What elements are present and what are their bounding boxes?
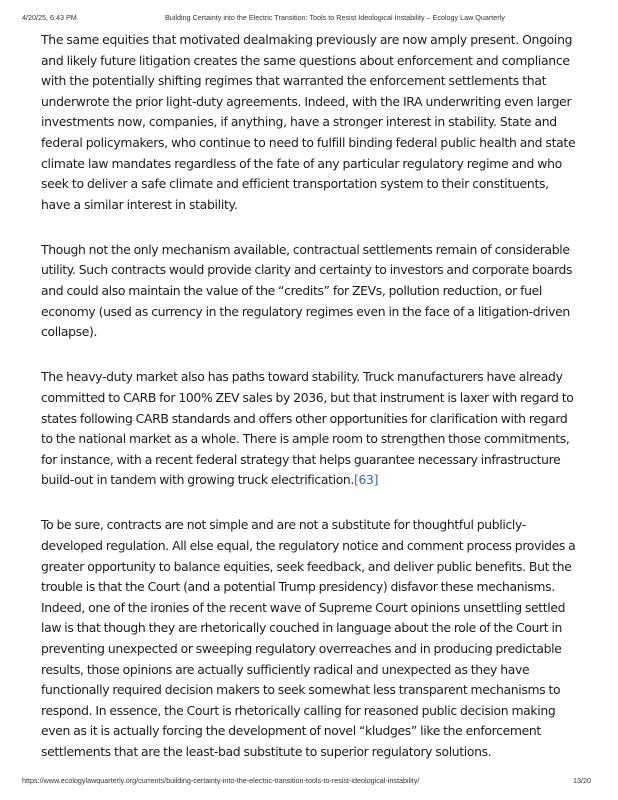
print-timestamp: 4/20/25, 6:43 PM: [22, 13, 77, 22]
page-url: https://www.ecologylawquarterly.org/currents/building-certainty-into-the-electric-transition-tools-to-resist-ideological-instability/: [22, 776, 420, 785]
print-header: [0, 13, 618, 25]
article-paragraph: [41, 367, 581, 491]
print-footer: [0, 776, 618, 788]
print-document-title: Building Certainty into the Electric Transition: Tools to Resist Ideological Instability – Ecology Law Quarterly: [165, 13, 505, 22]
paragraph-text: The same equities that motivated dealmaking previously are now amply present. Ongoing and likely future litigation creates the same questions about enforcement and compliance with the potentially shifting regimes that warranted the enforcement settlements that underwrote the prior light-duty agreements. Indeed, with the IRA underwriting even larger investments now, companies, if anything, have a stronger interest in stability. State and federal policymakers, who continue to need to fulfill binding federal public health and state climate law mandates regardless of the fate of any particular regulatory regime and who seek to deliver a safe climate and efficient transportation system to their constituents, have a similar interest in stability.: [41, 32, 576, 212]
article-paragraph: [41, 515, 581, 762]
paragraph-text: Though not the only mechanism available, contractual settlements remain of considerable utility. Such contracts would provide clarity and certainty to investors and corporate boards and could also maintain the value of the “credits” for ZEVs, pollution reduction, or fuel economy (used as currency in the regulatory regimes even in the face of a litigation-driven collapse).: [41, 241, 573, 340]
article-body: [41, 30, 581, 763]
article-paragraph: [41, 30, 581, 215]
footnote-link-63[interactable]: [63]: [354, 472, 379, 488]
article-paragraph: [41, 240, 581, 343]
paragraph-text: To be sure, contracts are not simple and are not a substitute for thoughtful publicly-developed regulation. All else equal, the regulatory notice and comment process provides a greater opportunity to balance equities, seek feedback, and deliver public benefits. But the trouble is that the Court (and a potential Trump presidency) disfavor these mechanisms. Indeed, one of the ironies of the recent wave of Supreme Court opinions unsettling settled law is that though they are rhetorically couched in language about the role of the Court in preventing unexpected or sweeping regulatory overreaches and in producing predictable results, those opinions are actually sufficiently radical and unexpected as they have functionally required decision makers to seek somewhat less transparent mechanisms to respond. In essence, the Court is rhetorically calling for reasoned public decision making even as it is actually forcing the development of novel “kludges” like the enforcement settlements that are the least-bad substitute to superior regulatory solutions.: [41, 517, 576, 759]
paragraph-text: The heavy-duty market also has paths toward stability. Truck manufacturers have already committed to CARB for 100% ZEV sales by 2036, but that instrument is laxer with regard to states following CARB standards and offers other opportunities for clarification with regard to the national market as a whole. There is ample room to strengthen those commitments, for instance, with a recent federal strategy that helps guarantee necessary infrastructure build-out in tandem with growing truck electrification.: [41, 369, 574, 488]
page-number: 13/20: [573, 776, 591, 785]
